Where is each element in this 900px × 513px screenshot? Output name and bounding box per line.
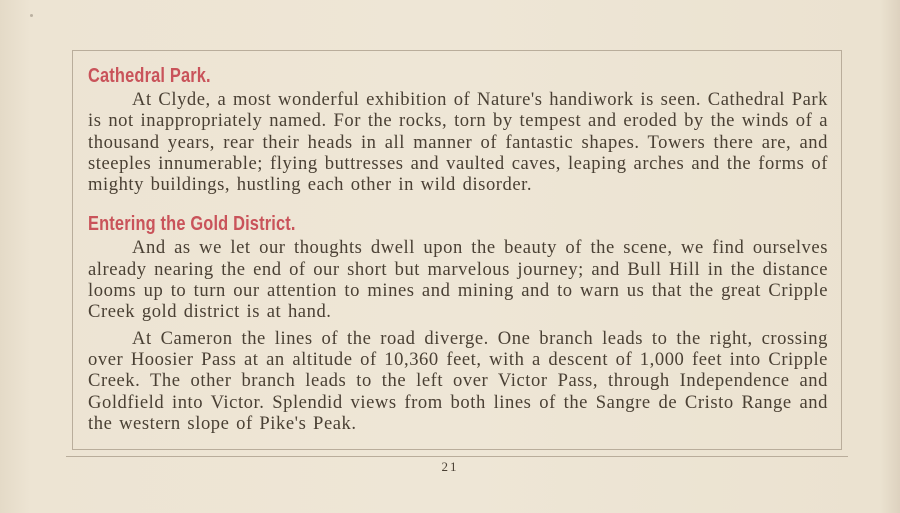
paragraph: At Clyde, a most wonderful exhibition of Nature's handiwork is seen. Cathedral Park is not inappropriately named. For the rocks, torn by tempest and eroded by the winds of a thousand years, rear their heads in all manner of fantastic shapes. Towers there are, and steeples innumerable; flying buttresses and vaulted caves, leaping arches and the forms of mighty buildings, hustling each other in wild disorder.: [88, 89, 828, 196]
section-cathedral-park: [88, 63, 828, 195]
page-content: [88, 63, 828, 434]
section-gold-district: [88, 211, 828, 434]
paragraph: At Cameron the lines of the road diverge. One branch leads to the right, crossing over Hoosier Pass at an altitude of 10,360 feet, with a descent of 1,000 feet into Cripple Creek. The other branch leads to the left over Victor Pass, through Independence and Goldfield into Victor. Splendid views from both lines of the Sangre de Cristo Range and the western slope of Pike's Peak.: [88, 327, 828, 434]
section-heading: Entering the Gold District.: [88, 213, 296, 236]
section-heading: Cathedral Park.: [88, 65, 211, 87]
page-bottom-rule: [66, 456, 848, 457]
paragraph: And as we let our thoughts dwell upon the beauty of the scene, we find ourselves already nearing the end of our short but marvelous journey; and Bull Hill in the distance looms up to turn our attention to mines and mining and to warn us that the great Cripple Creek gold district is at hand.: [88, 237, 828, 323]
paper-speck: [30, 14, 33, 17]
page-number: 21: [441, 459, 459, 474]
